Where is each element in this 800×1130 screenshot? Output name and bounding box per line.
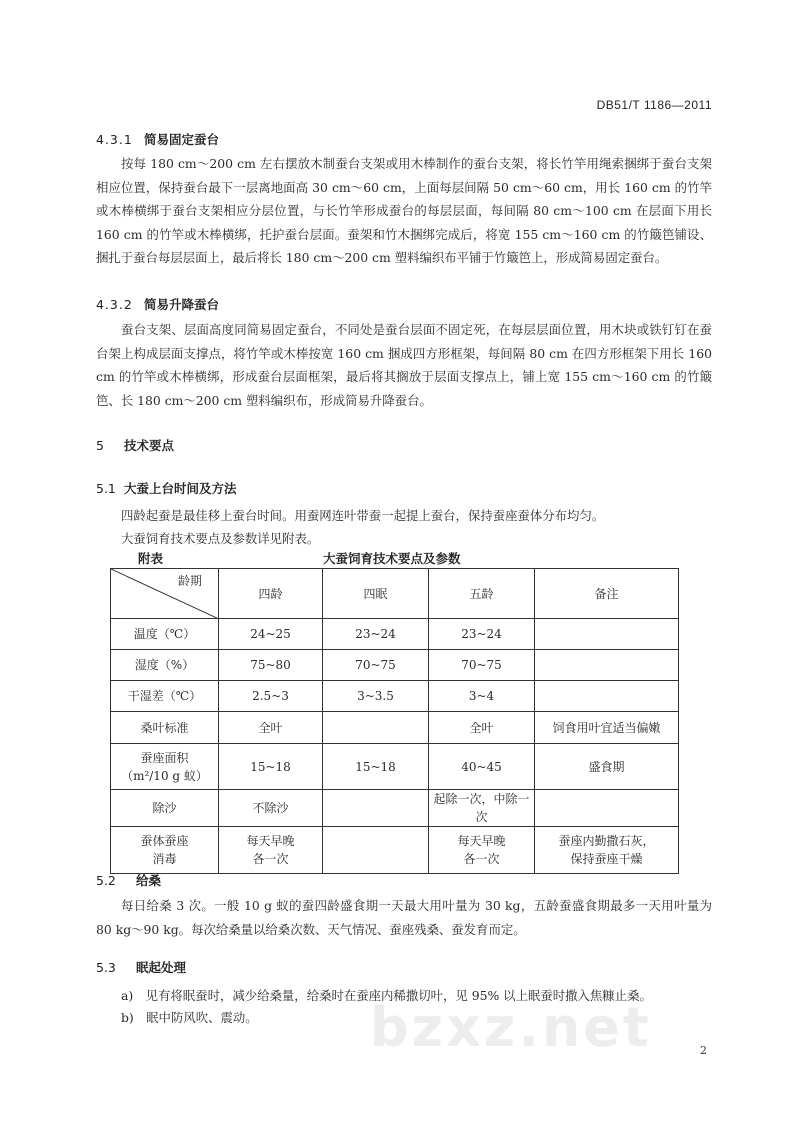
heading-5-2 <box>96 871 161 889</box>
table-cell: 饲食用叶宜适当偏嫩 <box>535 712 679 744</box>
table-row <box>111 712 679 744</box>
table-row <box>111 790 679 827</box>
table-cell <box>535 650 679 681</box>
section-title: 眠起处理 <box>136 960 187 975</box>
heading-5-3 <box>96 958 186 976</box>
section-title: 简易升降蚕台 <box>144 297 220 312</box>
paragraph-5-1-line-2: 大蚕饲育技术要点及参数详见附表。 <box>121 531 320 546</box>
row-label-cell: 温度（℃） <box>111 619 219 650</box>
section-title: 技术要点 <box>124 438 175 453</box>
table-cell: 70~75 <box>323 650 429 681</box>
table-cell <box>535 681 679 712</box>
heading-5-1 <box>96 479 237 497</box>
paragraph-4-3-2: 蚕台支架、层面高度同简易固定蚕台，不同处是蚕台层面不固定死，在每层层面位置，用木块或铁钉钉在蚕台架上构成层面支撑点，将竹竿或木棒按宽 160 cm 捆成四方形框架，每间隔 80 cm 在四方形框架下用长 160 cm 的竹竿或木棒横绑，形成蚕台层面框架，最后将其搁放于层面支撑点上，铺上宽 155 cm～160 cm 的竹簸笆、长 180 cm～200 cm 塑料编织布，形成简易升降蚕台。 <box>96 322 712 408</box>
table-row <box>111 681 679 712</box>
paragraph-4-3-1: 按每 180 cm～200 cm 左右摆放木制蚕台支架或用木棒制作的蚕台支架，将长竹竿用绳索捆绑于蚕台支架相应位置，保持蚕台最下一层离地面高 30 cm～60 cm，上面每层间隔 50 cm～60 cm，用长 160 cm 的竹竿或木棒横绑于蚕台支架相应分层位置，与长竹竿形成蚕台的每层层面，每间隔 80 cm～100 cm 在层面下用长 160 cm 的竹竿或木棒横绑，托护蚕台层面。蚕架和竹木捆绑完成后，将宽 155 cm～160 cm 的竹簸笆铺设、捆扎于蚕台每层层面上，最后将长 180 cm～200 cm 塑料编织布平铺于竹簸笆上，形成简易固定蚕台。 <box>96 156 712 265</box>
table-row <box>111 827 679 874</box>
table-row <box>111 744 679 790</box>
row-label-cell: 蚕体蚕座 消毒 <box>111 827 219 874</box>
table-header-row <box>111 569 679 619</box>
table-cell: 起除一次，中除一次 <box>429 790 535 827</box>
table-cell: 3~3.5 <box>323 681 429 712</box>
row-label-cell: 干湿差（℃） <box>111 681 219 712</box>
table-title: 大蚕饲育技术要点及参数 <box>323 551 461 566</box>
section-number: 4.3.2 <box>96 297 133 312</box>
table-cell: 盛食期 <box>535 744 679 790</box>
table-cell: 75~80 <box>219 650 323 681</box>
heading-4-3-1 <box>96 130 219 148</box>
section-number: 5.3 <box>96 960 116 975</box>
page-number: 2 <box>700 1044 707 1057</box>
watermark: bzxz.net <box>370 996 652 1059</box>
table-cell: 15~18 <box>219 744 323 790</box>
row-label-cell: 除沙 <box>111 790 219 827</box>
section-number: 5.2 <box>96 873 116 888</box>
table-row <box>111 619 679 650</box>
table-cell: 23~24 <box>429 619 535 650</box>
table-cell: 蚕座内勤撒石灰， 保持蚕座干燥 <box>535 827 679 874</box>
table-cell: 70~75 <box>429 650 535 681</box>
section-title: 简易固定蚕台 <box>144 132 220 147</box>
table-cell: 3~4 <box>429 681 535 712</box>
table-cell: 15~18 <box>323 744 429 790</box>
header-cell: 五龄 <box>429 569 535 619</box>
row-label-cell: 湿度（%） <box>111 650 219 681</box>
heading-4-3-2 <box>96 295 219 313</box>
row-label-cell: 蚕座面积 （m²/10 g 蚁） <box>111 744 219 790</box>
section-title: 给桑 <box>136 873 162 888</box>
table-cell: 不除沙 <box>219 790 323 827</box>
table-cell <box>323 827 429 874</box>
table-cell <box>535 790 679 827</box>
corner-header-cell <box>111 569 219 619</box>
header-cell: 四眠 <box>323 569 429 619</box>
section-number: 4.3.1 <box>96 132 133 147</box>
standard-code: DB51/T 1186—2011 <box>596 98 712 112</box>
section-number: 5 <box>96 438 104 453</box>
table-cell: 23~24 <box>323 619 429 650</box>
table-label: 附表 <box>138 551 164 566</box>
diagonal-line <box>111 569 219 619</box>
heading-5 <box>96 436 174 454</box>
table-cell <box>323 790 429 827</box>
table-cell <box>535 619 679 650</box>
table-cell: 全叶 <box>429 712 535 744</box>
table-cell: 24~25 <box>219 619 323 650</box>
header-cell: 四龄 <box>219 569 323 619</box>
table-cell <box>323 712 429 744</box>
table-row <box>111 650 679 681</box>
table-cell: 全叶 <box>219 712 323 744</box>
silkworm-parameters-table <box>110 568 679 874</box>
age-label: 龄期 <box>177 574 202 588</box>
header-cell: 备注 <box>535 569 679 619</box>
table-cell: 每天早晚 各一次 <box>219 827 323 874</box>
table-cell: 40~45 <box>429 744 535 790</box>
row-label-cell: 桑叶标准 <box>111 712 219 744</box>
paragraph-5-2: 每日给桑 3 次。一般 10 g 蚁的蚕四龄盛食期一天最大用叶量为 30 kg，五龄蚕盛食期最多一天用叶量为 80 kg～90 kg。每次给桑量以给桑次数、天气情况、蚕座残桑、蚕发育而定。 <box>96 898 712 937</box>
list-item-b: b) 眠中防风吹、震动。 <box>121 1010 258 1025</box>
table-cell: 2.5~3 <box>219 681 323 712</box>
section-number: 5.1 <box>96 481 116 496</box>
paragraph-5-1-line-1: 四龄起蚕是最佳移上蚕台时间。用蚕网连叶带蚕一起提上蚕台，保持蚕座蚕体分布均匀。 <box>121 508 605 523</box>
list-item-a: a) 见有将眠蚕时，减少给桑量，给桑时在蚕座内稀撒切叶，见 95% 以上眠蚕时撒入焦糠止桑。 <box>121 988 652 1003</box>
table-cell: 每天早晚 各一次 <box>429 827 535 874</box>
section-title: 大蚕上台时间及方法 <box>124 481 237 496</box>
